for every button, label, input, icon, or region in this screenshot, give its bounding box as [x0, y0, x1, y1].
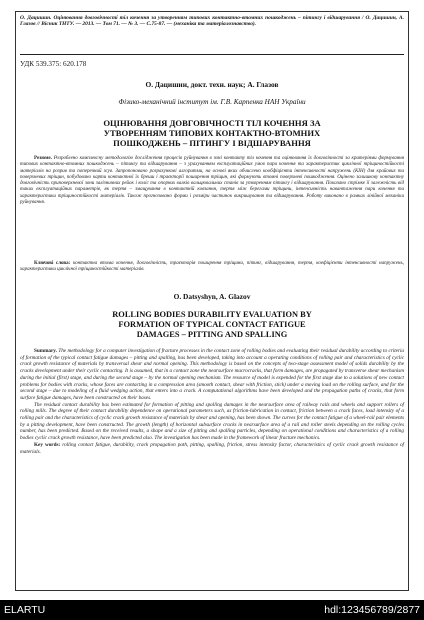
- ua-title: [20, 118, 404, 148]
- ua-abstract-label: Резюме.: [34, 156, 52, 161]
- en-keywords: [20, 442, 404, 455]
- udk-code: УДК 539.375: 620.178: [20, 60, 87, 68]
- en-paragraph: The residual contact durability has been estimated for formation of pitting and spalling damages in the nearsurface area of railway rails and wheels and support rollers of rolling mills. The degree of their contact durability dependence on operational parameters such, as friction-lubrication in contact, friction between a crack faces, load intensity of a rolling pair and the characteristics of cyclic crack growth resistance of materials by shear and opening, has been shown. The curves for the contact fatigue of a wheel-rail pair elements by a pitting development, have been constructed. The growth (length) of horizontal subsurface cracks in nearsurface area of a rail and roller steels depending on the rolling cycles number, has been predicted. Based on the received results, a shape and a size of pitting and spalling particles, depending on operational conditions and characteristics of a rolling bodies cyclic crack growth resistance, have been predicted also. The investigation has been made in the framework of linear fracture mechanics.: [20, 401, 404, 442]
- en-keywords-text: rolling contact fatigue, durability, crack propagation path, pitting, spalling, friction, stress intensity factor, characteristics of cyclic crack growth resistance of materials.: [20, 441, 404, 455]
- page-frame: [15, 11, 409, 591]
- en-title-line: ROLLING BODIES DURABILITY EVALUATION BY: [112, 310, 312, 319]
- ua-title-line: ОЦІНЮВАННЯ ДОВГОВІЧНОСТІ ТІЛ КОЧЕННЯ ЗА: [103, 118, 321, 128]
- ua-title-line: УТВОРЕННЯМ ТИПОВИХ КОНТАКТНО-ВТОМНИХ: [103, 128, 321, 138]
- en-summary-text: The methodology for a computer investigation of fracture processes in the contact zone of rolling bodies and evaluating their residual durability according to criteria of formation of the typical contact fatigue damages – pitting and spalling, has been developed, taking into account a operating conditions of rolling pair and characteristics of cyclic crack growth resistance of materials by transversal shear and normal opening. This methodology is based on the concepts of two-stage assessment model of solids durability by the cracks development under their cyclic contacting. It is assumed, that in a contact zone the nearsurface macrocracks, that form damages, are propagated by transverse shear mechanism during the initial (first) stage, and during the second stage – by the normal opening mechanism. The resource of model is expended for the first stage due to a solutions of new contact problems for bodies with cracks, whose faces are contacting in a compression area (smooth contact, shear with friction, stick) under a moving load on the rolling surface, and for the second stage – due to modeling of a fluid wedging action, that enters into a crack. A computational algorithms have been developed and the propagation paths of cracks, that form surface fatigue damages, have been constructed on their bases.: [20, 348, 405, 401]
- ua-keywords-label: Ключові слова:: [34, 261, 71, 266]
- repository-footer: [0, 600, 424, 620]
- en-authors: O. Datsyshyn, A. Glazov: [173, 292, 251, 301]
- en-keywords-label: Key words:: [34, 441, 61, 448]
- en-summary: [20, 348, 404, 402]
- en-body: [20, 348, 404, 455]
- en-title: [20, 310, 404, 340]
- repository-name: ELARTU: [4, 604, 46, 616]
- citation-header: О. Дацишин. Оцінювання довговічності тіл кочення за утворенням типових контактно-втомних пошкоджень – пітингу і відшарування / О. Дацишин, А. Глазов // Вісник ТНТУ. — 2013. — Том 71. — № 3. — С.75-87. — (механіка та матеріалознавство).: [20, 15, 404, 28]
- ua-keywords: [20, 261, 404, 274]
- ua-authors: О. Дацишин, докт. техн. наук; А. Глазов: [145, 80, 279, 89]
- ua-abstract: [20, 156, 404, 206]
- ua-abstract-text: Розроблено комплексну методологію дослідження процесів руйнування в зоні контакту тіл кочення та оцінювання їх довговічності за критеріями формування типових контактно-втомних пошкоджень – пітингу та відшарування – з урахуванням експлуатаційних умов пари кочення та характеристик циклічної тріщиностійкості матеріалів на розрив та поперечний зсув. Запропоновано розрахункові алгоритми, на основі яких обчислено кообфіцієнти інтенсивності напружень (КІН) для крайових та поверхневих тріщин, побудовано карти контактної їх бреши і траєкторії поширення тріщин, які формують втомні поверхневі пошкодження. Оцінено залишкову контактну довговічність приповерхневої зони залізничних рейок і коліс та опорних валків вальцювальних станів за утворенням пітингу і відшарування. Показано стрімке її залежність від таких експлуатаційних параметрів, як тертя – змащування в контактній ковзання, тертя між берегами тріщини, інтенсивність навантаження пари кочення та характеристики тріщиностійкості матеріалів. Також прогнозовано форми і розміри частинок викришування та відшарування. Роботу виконано в рамках лінійної механіки руйнування.: [20, 156, 404, 205]
- ua-title-line: ПОШКОДЖЕНЬ – ПІТИНГУ І ВІДШАРУВАННЯ: [113, 138, 311, 148]
- ua-keywords-text: контактна втома кочення, довговічність, траєкторія поширення тріщини, пітинг, відшарування, тертя, коефіцієнти інтенсивності напружень, характеристики циклічної тріщиностійкості матеріалів.: [20, 261, 404, 273]
- en-summary-label: Summary.: [34, 348, 57, 354]
- en-title-line: DAMAGES – PITTING AND SPALLING: [136, 330, 288, 339]
- handle-identifier[interactable]: hdl:123456789/2877: [324, 604, 420, 616]
- ua-institute: Фізико-механічний інститут ім. Г.В. Карпенка НАН України: [118, 98, 306, 106]
- header-rule: [20, 54, 404, 55]
- en-title-line: FORMATION OF TYPICAL CONTACT FATIGUE: [118, 320, 306, 329]
